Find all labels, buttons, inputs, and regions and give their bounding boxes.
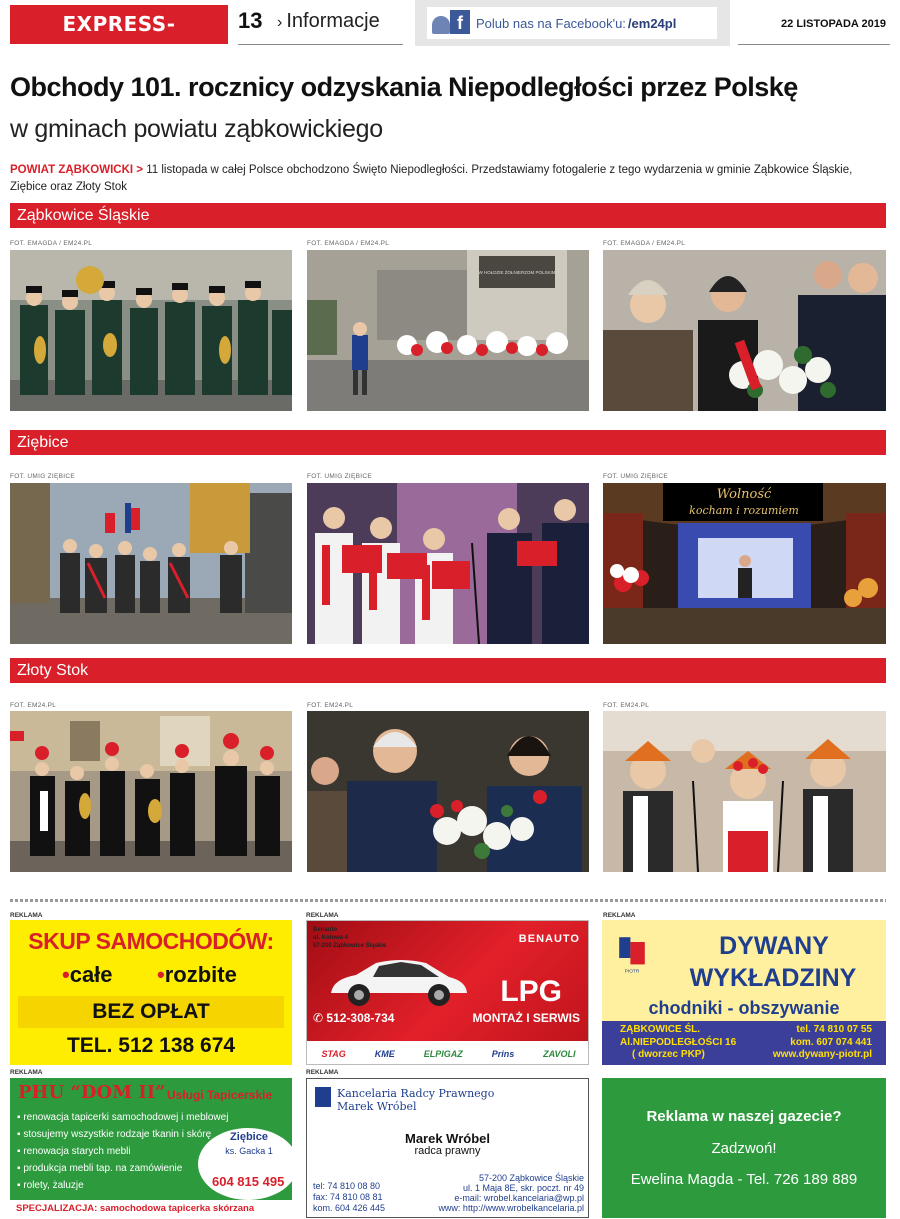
ad-law-www[interactable]: www: http://www.wrobelkancelaria.pl bbox=[438, 1203, 584, 1213]
ad-benauto-logo: BENAUTO bbox=[518, 933, 580, 945]
ad-upholstery-item: ▪ stosujemy wszystkie rodzaje tkanin i skórę bbox=[17, 1129, 212, 1140]
header-rule bbox=[238, 44, 403, 45]
ad-carpets-contact bbox=[602, 1021, 886, 1065]
ad-upholstery-item: ▪ produkcja mebli tap. na zamówienie bbox=[17, 1163, 183, 1174]
ad-law-email[interactable]: e-mail: wrobel.kancelaria@wp.pl bbox=[454, 1193, 584, 1203]
ad-law-tel: tel: 74 810 08 80 bbox=[313, 1181, 381, 1191]
ad-upholstery-phone: 604 815 495 bbox=[212, 1174, 285, 1189]
section-bar-ziebice: Ziębice bbox=[10, 430, 886, 455]
law-office-logo-icon bbox=[315, 1087, 331, 1107]
ad-benauto-address: Benauto ul. Kolowa 4 57-200 Ząbkowice Śląskie bbox=[313, 927, 387, 949]
ad-car-buying[interactable] bbox=[10, 920, 292, 1065]
article-lead-text: 11 listopada w całej Polsce obchodzono Święto Niepodległości. Przedstawiamy fotogalerie z tego wydarzenia w gminie Ząbkowice Śląskie, Ziębice oraz Złoty Stok bbox=[10, 164, 853, 193]
photo-officials-flowers[interactable] bbox=[603, 250, 886, 411]
ad-label: REKLAMA bbox=[306, 1069, 339, 1076]
ad-car-free: BEZ OPŁAT bbox=[18, 996, 284, 1028]
ad-benauto-lpg: LPG bbox=[500, 975, 562, 1008]
facebook-like-icon: f bbox=[432, 10, 470, 36]
photo-credit: FOT. EM24.PL bbox=[10, 702, 57, 709]
article-subtitle: w gminach powiatu ząbkowickiego bbox=[10, 115, 383, 143]
ad-law-contact bbox=[307, 1171, 588, 1217]
ad-promo-line1: Reklama w naszej gazecie? bbox=[646, 1108, 842, 1125]
ad-carpets[interactable] bbox=[602, 920, 886, 1065]
header-rule-right bbox=[738, 44, 890, 45]
ad-carpets-tel: tel. 74 810 07 55 bbox=[796, 1024, 872, 1035]
brand-logo-elpigaz: ELPIGAZ bbox=[423, 1049, 463, 1059]
ad-label: REKLAMA bbox=[306, 912, 339, 919]
page-header bbox=[0, 0, 900, 75]
photo-credit: FOT. UMIG ZIĘBICE bbox=[10, 473, 76, 480]
photo-credit: FOT. EM24.PL bbox=[603, 702, 650, 709]
photo-credit: FOT. EMAGDA / EM24.PL bbox=[603, 240, 686, 247]
ad-benauto-phone: ✆ 512-308-734 bbox=[313, 1011, 395, 1025]
ad-law-name: Marek Wróbel bbox=[404, 1131, 490, 1146]
ad-carpets-note: ( dworzec PKP) bbox=[632, 1049, 705, 1060]
photo-credit: FOT. EM24.PL bbox=[307, 702, 354, 709]
photo-officials-bouquet[interactable] bbox=[307, 711, 589, 872]
ad-upholstery-item: ▪ rolety, żaluzje bbox=[17, 1180, 84, 1191]
ad-upholstery-street: ks. Gacka 1 bbox=[225, 1146, 273, 1156]
ad-carpets-mobile: kom. 607 074 441 bbox=[790, 1037, 872, 1048]
section-label: Informacje bbox=[286, 10, 380, 32]
ad-benauto[interactable] bbox=[306, 920, 589, 1065]
ad-benauto-service: MONTAŻ I SERWIS bbox=[472, 1011, 580, 1025]
ad-law-line2: Marek Wróbel bbox=[337, 1100, 417, 1113]
ad-benauto-brands bbox=[307, 1044, 589, 1064]
ad-carpets-city: ZĄBKOWICE ŚL. bbox=[620, 1024, 700, 1035]
svg-text:PIOTR: PIOTR bbox=[624, 969, 640, 974]
ad-law-role: radca prawny bbox=[414, 1145, 481, 1157]
ad-label: REKLAMA bbox=[10, 1069, 43, 1076]
ad-car-title: SKUP SAMOCHODÓW: bbox=[28, 928, 274, 954]
ad-promo-line3: Ewelina Magda - Tel. 726 189 889 bbox=[630, 1171, 858, 1188]
ad-upholstery-subtitle: Usługi Tapicerskie bbox=[167, 1088, 273, 1102]
brand-logo-prins: Prins bbox=[491, 1049, 515, 1059]
photo-stage-concert[interactable] bbox=[603, 483, 886, 644]
photo-miners-band[interactable] bbox=[10, 711, 292, 872]
ad-carpets-street: Al.NIEPODLEGŁOŚCI 16 bbox=[620, 1037, 737, 1048]
section-arrow: › bbox=[277, 14, 283, 31]
section-bar-zloty-stok: Złoty Stok bbox=[10, 658, 886, 683]
section-name bbox=[277, 10, 380, 33]
ad-carpets-line2: WYKŁADZINY bbox=[689, 964, 857, 992]
facebook-link[interactable]: /em24pl bbox=[627, 15, 677, 31]
ad-label: REKLAMA bbox=[10, 912, 43, 919]
section-bar-zabkowice: Ząbkowice Śląskie bbox=[10, 203, 886, 228]
ad-car-phone: TEL. 512 138 674 bbox=[66, 1034, 236, 1057]
photo-credit: FOT. EMAGDA / EM24.PL bbox=[10, 240, 93, 247]
issue-date: 22 LISTOPADA 2019 bbox=[781, 18, 886, 30]
ad-car-opt1: •całe bbox=[62, 962, 113, 987]
ad-carpets-www[interactable]: www.dywany-piotr.pl bbox=[772, 1049, 872, 1060]
page-number: 13 bbox=[238, 8, 263, 33]
photo-brass-band[interactable] bbox=[10, 250, 292, 411]
photo-credit: FOT. UMIG ZIĘBICE bbox=[603, 473, 669, 480]
photo-credit: FOT. UMIG ZIĘBICE bbox=[307, 473, 373, 480]
article-kicker: POWIAT ZĄBKOWICKI > bbox=[10, 164, 143, 176]
ad-promo[interactable] bbox=[602, 1078, 886, 1218]
photo-procession[interactable] bbox=[10, 483, 292, 644]
brand-logo-kme: KME bbox=[374, 1049, 395, 1059]
facebook-banner[interactable] bbox=[415, 0, 730, 46]
piotr-logo-icon bbox=[612, 934, 652, 974]
ad-upholstery-city: Ziębice bbox=[230, 1131, 268, 1143]
facebook-banner-inner[interactable] bbox=[427, 7, 717, 39]
ad-upholstery[interactable] bbox=[10, 1078, 292, 1218]
photo-credit: FOT. EMAGDA / EM24.PL bbox=[307, 240, 390, 247]
car-icon bbox=[321, 951, 471, 1011]
ad-upholstery-title: PHU “DOM II” bbox=[18, 1082, 166, 1103]
brand-logo[interactable]: EXPRESS-MIEJSKI.PL bbox=[10, 5, 228, 44]
ad-carpets-line3: chodniki - obszywanie bbox=[648, 998, 840, 1018]
photo-children-singing[interactable] bbox=[603, 711, 886, 872]
ad-upholstery-item: ▪ renowacja starych mebli bbox=[17, 1146, 131, 1157]
ad-law-line1: Kancelaria Radcy Prawnego bbox=[337, 1087, 495, 1100]
article-title: Obchody 101. rocznicy odzyskania Niepodległości przez Polskę bbox=[10, 72, 798, 102]
ad-law-addr2: ul. 1 Maja 8E, skr. poczt. nr 49 bbox=[462, 1183, 584, 1193]
photo-monument-wreaths[interactable] bbox=[307, 250, 589, 411]
ad-upholstery-item: ▪ renowacja tapicerki samochodowej i meblowej bbox=[17, 1112, 229, 1123]
stage-banner-1: Wolność bbox=[716, 487, 772, 502]
brand-logo-zavoli: ZAVOLI bbox=[543, 1049, 576, 1059]
ad-law-office[interactable] bbox=[306, 1078, 589, 1218]
brand-logo-stag: STAG bbox=[321, 1049, 346, 1059]
ad-label: REKLAMA bbox=[603, 912, 636, 919]
ad-car-opt2: •rozbite bbox=[157, 962, 237, 987]
plaque-text: W HOŁDZIE ŻOŁNIERZOM POLSKIM bbox=[478, 270, 556, 275]
stage-banner-2: kocham i rozumiem bbox=[689, 504, 799, 517]
facebook-text: Polub nas na Facebook'u: bbox=[476, 15, 626, 31]
ad-carpets-line1: DYWANY bbox=[719, 932, 829, 960]
article-lead bbox=[10, 162, 870, 196]
ad-law-addr1: 57-200 Ząbkowice Śląskie bbox=[478, 1173, 584, 1183]
ad-law-kom: kom. 604 426 445 bbox=[313, 1203, 386, 1213]
ad-upholstery-spec: SPECJALIZACJA: samochodowa tapicerka skórzana bbox=[10, 1200, 292, 1218]
ad-law-fax: fax: 74 810 08 81 bbox=[313, 1192, 383, 1202]
ads-divider bbox=[10, 899, 886, 902]
ad-promo-line2: Zadzwoń! bbox=[711, 1140, 777, 1157]
photo-choir[interactable] bbox=[307, 483, 589, 644]
